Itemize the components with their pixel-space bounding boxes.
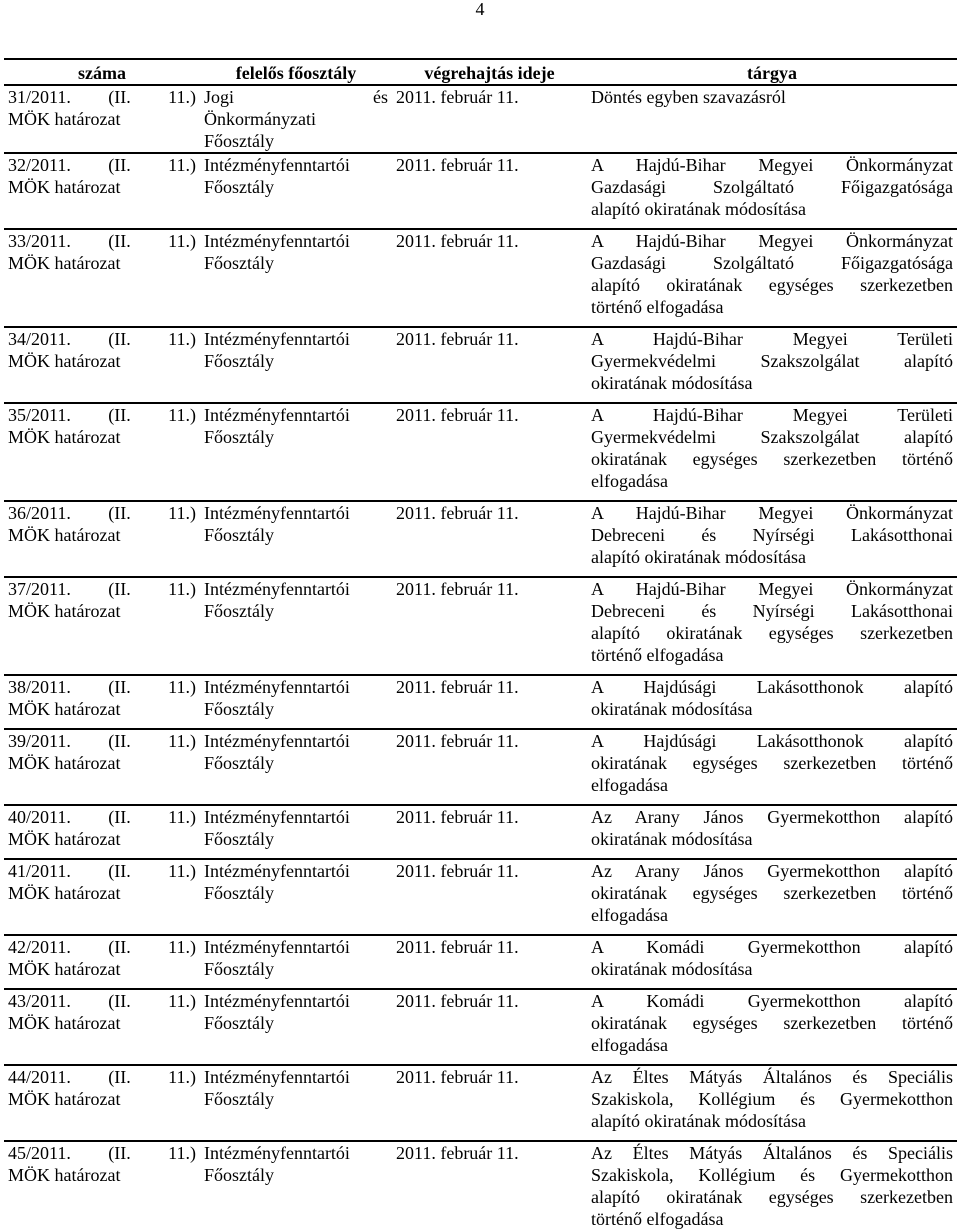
responsible-department-line: Főosztály [204, 699, 274, 719]
resolution-subject [587, 1065, 957, 1132]
row-spacer-cell [4, 394, 200, 403]
header-deadline: végrehajtás ideje [392, 59, 587, 85]
resolution-number-line: 42/2011. (II. 11.) [8, 937, 196, 957]
resolution-subject-line: A Hajdúsági Lakásotthonok alapító [591, 677, 953, 697]
row-spacer-cell [392, 492, 587, 501]
resolution-number-line: 32/2011. (II. 11.) [8, 155, 196, 175]
responsible-department-line: Főosztály [204, 351, 274, 371]
row-spacer [4, 926, 957, 935]
table-row [4, 1065, 957, 1132]
resolution-subject-line: Gyermekvédelmi Szakszolgálat alapító [591, 427, 953, 447]
responsible-department-line: Főosztály [204, 131, 274, 151]
table-row [4, 327, 957, 394]
resolution-number-line: 41/2011. (II. 11.) [8, 861, 196, 881]
resolution-subject-line: okiratának egységes szerkezetben történő [591, 449, 953, 469]
resolution-number [4, 327, 200, 394]
row-spacer-cell [4, 980, 200, 989]
table-row [4, 989, 957, 1056]
row-spacer [4, 980, 957, 989]
resolution-number [4, 989, 200, 1056]
row-spacer-cell [200, 1132, 392, 1141]
row-spacer [4, 394, 957, 403]
deadline-date: 2011. február 11. [392, 153, 587, 220]
resolution-number-line: MÖK határozat [8, 525, 121, 545]
row-spacer-cell [4, 926, 200, 935]
responsible-department [200, 327, 392, 394]
row-spacer-cell [4, 220, 200, 229]
table-header-row [4, 59, 957, 85]
row-spacer-cell [4, 568, 200, 577]
responsible-department-line: Intézményfenntartói [204, 677, 350, 697]
resolution-subject-line: Szakiskola, Kollégium és Gyermekotthon [591, 1165, 953, 1185]
row-spacer [4, 1132, 957, 1141]
responsible-department-line: Főosztály [204, 601, 274, 621]
deadline-date: 2011. február 11. [392, 1065, 587, 1132]
responsible-department-line: Főosztály [204, 253, 274, 273]
resolution-subject-line: A Hajdú-Bihar Megyei Önkormányzat [591, 579, 953, 599]
row-spacer-cell [587, 666, 957, 675]
row-spacer [4, 666, 957, 675]
row-spacer-cell [587, 1132, 957, 1141]
table-row [4, 729, 957, 796]
row-spacer-cell [4, 1132, 200, 1141]
row-spacer-cell [587, 492, 957, 501]
row-spacer [4, 220, 957, 229]
deadline-date: 2011. február 11. [392, 501, 587, 568]
deadline-date: 2011. február 11. [392, 577, 587, 666]
resolution-number [4, 403, 200, 492]
deadline-date: 2011. február 11. [392, 327, 587, 394]
resolution-subject [587, 577, 957, 666]
resolutions-table [4, 58, 957, 1230]
resolution-subject-line: alapító okiratának egységes szerkezetben [591, 275, 953, 295]
resolution-subject [587, 153, 957, 220]
row-spacer-cell [4, 720, 200, 729]
row-spacer-cell [200, 720, 392, 729]
responsible-department-line: Intézményfenntartói [204, 991, 350, 1011]
resolution-number-line: MÖK határozat [8, 699, 121, 719]
responsible-department-line: Főosztály [204, 1089, 274, 1109]
resolution-subject-line: alapító okiratának módosítása [591, 1111, 806, 1131]
resolution-subject-line: okiratának módosítása [591, 373, 753, 393]
resolution-number [4, 1141, 200, 1230]
row-spacer-cell [392, 318, 587, 327]
row-spacer [4, 318, 957, 327]
responsible-department [200, 675, 392, 720]
resolution-number [4, 577, 200, 666]
responsible-department [200, 805, 392, 850]
deadline-date: 2011. február 11. [392, 229, 587, 318]
deadline-date: 2011. február 11. [392, 989, 587, 1056]
responsible-department-line: Intézményfenntartói [204, 1067, 350, 1087]
resolution-subject-line: okiratának egységes szerkezetben történő [591, 753, 953, 773]
resolution-number-line: MÖK határozat [8, 351, 121, 371]
resolution-number-line: 37/2011. (II. 11.) [8, 579, 196, 599]
row-spacer-cell [392, 666, 587, 675]
responsible-department-line: Intézményfenntartói [204, 937, 350, 957]
row-spacer-cell [200, 796, 392, 805]
resolution-subject-line: elfogadása [591, 1035, 668, 1055]
resolution-subject-line: Debreceni és Nyírségi Lakásotthonai [591, 601, 953, 621]
resolution-subject-line: történő elfogadása [591, 297, 724, 317]
row-spacer-cell [587, 980, 957, 989]
resolution-number-line: 45/2011. (II. 11.) [8, 1143, 196, 1163]
resolution-number-line: 44/2011. (II. 11.) [8, 1067, 196, 1087]
row-spacer [4, 568, 957, 577]
resolution-subject-line: alapító okiratának módosítása [591, 199, 806, 219]
deadline-date: 2011. február 11. [392, 859, 587, 926]
responsible-department-line: Intézményfenntartói [204, 1143, 350, 1163]
row-spacer-cell [587, 926, 957, 935]
table-row [4, 153, 957, 220]
table-row [4, 577, 957, 666]
resolution-subject-line: okiratának módosítása [591, 829, 753, 849]
deadline-date: 2011. február 11. [392, 1141, 587, 1230]
resolution-number-line: 38/2011. (II. 11.) [8, 677, 196, 697]
resolution-subject-line: okiratának módosítása [591, 959, 753, 979]
responsible-department-line: Intézményfenntartói [204, 231, 350, 251]
resolution-subject-line: okiratának módosítása [591, 699, 753, 719]
row-spacer [4, 850, 957, 859]
table-row [4, 859, 957, 926]
resolution-subject-line: Gazdasági Szolgáltató Főigazgatósága [591, 177, 953, 197]
row-spacer-cell [200, 220, 392, 229]
table-row [4, 935, 957, 980]
resolution-number-line: MÖK határozat [8, 959, 121, 979]
resolution-subject [587, 85, 957, 153]
resolution-subject-line: A Hajdú-Bihar Megyei Önkormányzat [591, 155, 953, 175]
row-spacer-cell [587, 318, 957, 327]
resolution-number-line: MÖK határozat [8, 829, 121, 849]
responsible-department [200, 577, 392, 666]
row-spacer-cell [4, 492, 200, 501]
deadline-date: 2011. február 11. [392, 675, 587, 720]
table-row [4, 805, 957, 850]
resolution-number-line: MÖK határozat [8, 883, 121, 903]
table-row [4, 403, 957, 492]
resolution-subject-line: Döntés egyben szavazásról [591, 87, 786, 107]
resolution-subject [587, 675, 957, 720]
resolution-subject [587, 729, 957, 796]
row-spacer-cell [200, 1056, 392, 1065]
responsible-department-line: Intézményfenntartói [204, 861, 350, 881]
resolution-number-line: 43/2011. (II. 11.) [8, 991, 196, 1011]
responsible-department [200, 153, 392, 220]
resolution-subject [587, 229, 957, 318]
resolution-subject-line: alapító okiratának módosítása [591, 547, 806, 567]
resolution-subject-line: A Hajdúsági Lakásotthonok alapító [591, 731, 953, 751]
row-spacer-cell [392, 720, 587, 729]
header-subject: tárgya [587, 59, 957, 85]
resolution-subject-line: Az Éltes Mátyás Általános és Speciális [591, 1143, 953, 1163]
resolution-subject-line: alapító okiratának egységes szerkezetben [591, 623, 953, 643]
resolution-subject-line: A Hajdú-Bihar Megyei Önkormányzat [591, 503, 953, 523]
responsible-department-line: Intézményfenntartói [204, 155, 350, 175]
resolution-number-line: 34/2011. (II. 11.) [8, 329, 196, 349]
row-spacer-cell [392, 1132, 587, 1141]
row-spacer-cell [200, 318, 392, 327]
resolution-number [4, 501, 200, 568]
responsible-department [200, 501, 392, 568]
resolution-number-line: MÖK határozat [8, 109, 121, 129]
resolution-number-line: MÖK határozat [8, 1089, 121, 1109]
row-spacer-cell [200, 492, 392, 501]
responsible-department-line: Intézményfenntartói [204, 503, 350, 523]
deadline-date: 2011. február 11. [392, 935, 587, 980]
resolution-subject-line: A Komádi Gyermekotthon alapító [591, 991, 953, 1011]
row-spacer-cell [392, 568, 587, 577]
responsible-department [200, 229, 392, 318]
responsible-department [200, 859, 392, 926]
responsible-department [200, 403, 392, 492]
resolution-number-line: MÖK határozat [8, 177, 121, 197]
resolution-subject [587, 327, 957, 394]
responsible-department-line: Intézményfenntartói [204, 405, 350, 425]
resolution-subject-line: történő elfogadása [591, 1209, 724, 1229]
deadline-date: 2011. február 11. [392, 403, 587, 492]
table-row [4, 501, 957, 568]
resolution-subject-line: elfogadása [591, 905, 668, 925]
responsible-department [200, 935, 392, 980]
resolution-subject-line: elfogadása [591, 775, 668, 795]
row-spacer-cell [4, 796, 200, 805]
resolution-number-line: 31/2011. (II. 11.) [8, 87, 196, 107]
resolution-subject-line: A Hajdú-Bihar Megyei Területi [591, 329, 953, 349]
responsible-department-line: Főosztály [204, 959, 274, 979]
responsible-department-line: Főosztály [204, 1013, 274, 1033]
header-department: felelős főosztály [200, 59, 392, 85]
responsible-department-line: Intézményfenntartói [204, 731, 350, 751]
responsible-department-line: Főosztály [204, 177, 274, 197]
resolution-number-line: MÖK határozat [8, 1013, 121, 1033]
resolution-subject-line: Szakiskola, Kollégium és Gyermekotthon [591, 1089, 953, 1109]
row-spacer-cell [587, 796, 957, 805]
row-spacer-cell [392, 926, 587, 935]
resolution-subject [587, 1141, 957, 1230]
row-spacer-cell [4, 850, 200, 859]
table-row [4, 1141, 957, 1230]
resolution-subject [587, 935, 957, 980]
responsible-department-line: Főosztály [204, 1165, 274, 1185]
responsible-department [200, 989, 392, 1056]
table-row [4, 675, 957, 720]
resolution-number [4, 229, 200, 318]
resolution-subject-line: Az Arany János Gyermekotthon alapító [591, 861, 953, 881]
resolution-subject [587, 501, 957, 568]
row-spacer-cell [200, 980, 392, 989]
resolution-number [4, 935, 200, 980]
row-spacer-cell [587, 394, 957, 403]
resolution-subject-line: Gazdasági Szolgáltató Főigazgatósága [591, 253, 953, 273]
resolution-number-line: 33/2011. (II. 11.) [8, 231, 196, 251]
page-number: 4 [475, 0, 485, 19]
row-spacer-cell [4, 1056, 200, 1065]
resolution-subject [587, 989, 957, 1056]
resolution-number-line: MÖK határozat [8, 253, 121, 273]
row-spacer-cell [587, 220, 957, 229]
row-spacer [4, 796, 957, 805]
resolution-number-line: MÖK határozat [8, 427, 121, 447]
resolution-number-line: MÖK határozat [8, 753, 121, 773]
resolution-number [4, 805, 200, 850]
resolution-number [4, 729, 200, 796]
table-row [4, 85, 957, 153]
responsible-department [200, 85, 392, 153]
resolution-subject-line: történő elfogadása [591, 645, 724, 665]
resolution-subject-line: Az Arany János Gyermekotthon alapító [591, 807, 953, 827]
responsible-department-line: Intézményfenntartói [204, 579, 350, 599]
row-spacer-cell [4, 666, 200, 675]
resolution-number-line: 40/2011. (II. 11.) [8, 807, 196, 827]
row-spacer-cell [392, 796, 587, 805]
resolution-subject-line: elfogadása [591, 471, 668, 491]
resolution-subject [587, 805, 957, 850]
responsible-department-line: Önkormányzati [204, 109, 316, 129]
resolution-subject-line: A Hajdú-Bihar Megyei Önkormányzat [591, 231, 953, 251]
resolution-subject [587, 403, 957, 492]
header-number: száma [4, 59, 200, 85]
deadline-date: 2011. február 11. [392, 805, 587, 850]
resolution-subject-line: Az Éltes Mátyás Általános és Speciális [591, 1067, 953, 1087]
table-row [4, 229, 957, 318]
responsible-department [200, 729, 392, 796]
responsible-department [200, 1141, 392, 1230]
responsible-department-line: Intézményfenntartói [204, 329, 350, 349]
resolution-subject-line: okiratának egységes szerkezetben történő [591, 1013, 953, 1033]
resolution-number-line: 35/2011. (II. 11.) [8, 405, 196, 425]
resolution-subject-line: A Hajdú-Bihar Megyei Területi [591, 405, 953, 425]
row-spacer-cell [200, 394, 392, 403]
row-spacer-cell [200, 568, 392, 577]
responsible-department-line: Főosztály [204, 829, 274, 849]
row-spacer-cell [392, 394, 587, 403]
row-spacer-cell [587, 850, 957, 859]
resolution-subject-line: alapító okiratának egységes szerkezetben [591, 1187, 953, 1207]
resolution-number-line: 39/2011. (II. 11.) [8, 731, 196, 751]
resolution-number-line: MÖK határozat [8, 1165, 121, 1185]
row-spacer-cell [392, 850, 587, 859]
resolution-number [4, 675, 200, 720]
responsible-department-line: Főosztály [204, 753, 274, 773]
row-spacer-cell [587, 720, 957, 729]
deadline-date: 2011. február 11. [392, 85, 587, 153]
row-spacer-cell [4, 318, 200, 327]
resolution-subject-line: Debreceni és Nyírségi Lakásotthonai [591, 525, 953, 545]
row-spacer-cell [200, 850, 392, 859]
responsible-department-line: Intézményfenntartói [204, 807, 350, 827]
resolution-number [4, 153, 200, 220]
responsible-department-line: Főosztály [204, 427, 274, 447]
resolution-number [4, 85, 200, 153]
responsible-department-line: Főosztály [204, 525, 274, 545]
deadline-date: 2011. február 11. [392, 729, 587, 796]
row-spacer-cell [392, 1056, 587, 1065]
responsible-department-line: Jogi és [204, 87, 388, 107]
row-spacer [4, 492, 957, 501]
row-spacer [4, 720, 957, 729]
row-spacer-cell [587, 568, 957, 577]
row-spacer-cell [587, 1056, 957, 1065]
resolution-number-line: 36/2011. (II. 11.) [8, 503, 196, 523]
responsible-department [200, 1065, 392, 1132]
resolution-number-line: MÖK határozat [8, 601, 121, 621]
resolution-subject [587, 859, 957, 926]
resolution-subject-line: A Komádi Gyermekotthon alapító [591, 937, 953, 957]
responsible-department-line: Főosztály [204, 883, 274, 903]
resolution-number [4, 859, 200, 926]
resolution-subject-line: okiratának egységes szerkezetben történő [591, 883, 953, 903]
row-spacer-cell [200, 926, 392, 935]
resolution-subject-line: Gyermekvédelmi Szakszolgálat alapító [591, 351, 953, 371]
row-spacer-cell [392, 980, 587, 989]
resolution-number [4, 1065, 200, 1132]
row-spacer [4, 1056, 957, 1065]
row-spacer-cell [200, 666, 392, 675]
row-spacer-cell [392, 220, 587, 229]
